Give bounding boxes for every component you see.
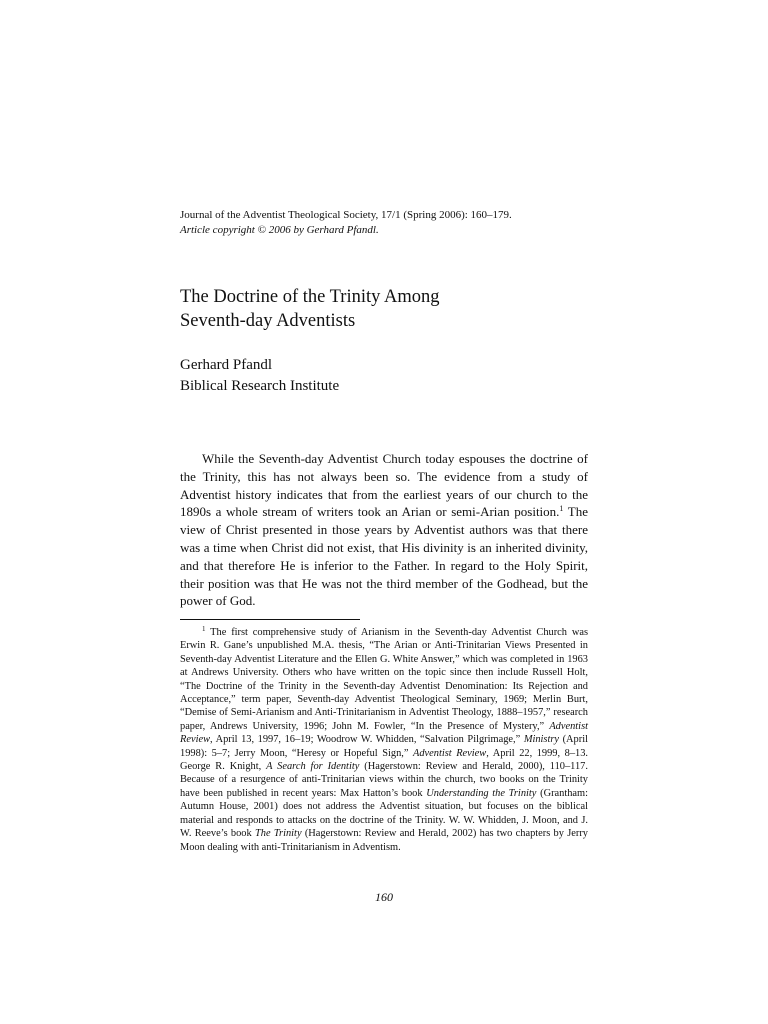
article-copyright: Article copyright © 2006 by Gerhard Pfandl. [180, 223, 379, 236]
footnote-reference[interactable]: 1 [559, 504, 564, 514]
footnote-text: (Hagerstown: Review and Herald, 2000), 110–117. Because of a resurgence of anti-Trinitarian views within the church, two books on the Trinity have been published in recent years: Max Hatton’s book [180, 761, 588, 799]
body-paragraph [180, 450, 588, 610]
footnote-divider [180, 619, 360, 620]
footnote-italic-title: Adventist Review [413, 747, 487, 759]
footnote-text: , April 13, 1997, 16–19; Woodrow W. Whidden, “Salvation Pilgrimage,” [210, 734, 524, 746]
body-text-part-1: While the Seventh-day Adventist Church today espouses the doctrine of the Trinity, this has not always been so. The evidence from a study of Adventist history indicates that from the earliest years of our church to the 1890s a whole stream of writers took an Arian or semi-Arian position. [180, 451, 588, 520]
footnote-italic-title: Understanding the Trinity [426, 787, 537, 799]
footnote-italic-title: Ministry [523, 734, 560, 746]
footnote-text: The first comprehensive study of Arianism in the Seventh-day Adventist Church was Erwin R. Gane’s unpublished M.A. thesis, “The Arian or Anti-Trinitarian Views Presented in Seventh-day Adventist Literature and the Ellen G. White Answer,” which was completed in 1963 at Andrews University. Others who have written on the topic since then include Russell Holt, “The Doctrine of the Trinity in the Seventh-day Adventist Denomination: Its Rejection and Acceptance,” term paper, Seventh-day Adventist Theological Seminary, 1969; Merlin Burt, “Demise of Semi-Arianism and Anti-Trinitarianism in Adventist Theology, 1888–1957,” research paper, Andrews University, 1996; John M. Fowler, “In the Presence of Mystery,” [180, 627, 588, 732]
footnote-italic-title: The Trinity [254, 828, 302, 840]
footnote-italic-title: A Search for Identity [266, 761, 360, 773]
footnote-italic-title: Adventist Review [180, 720, 588, 746]
footnote-text: (Grantham: Autumn House, 2001) does not address the Adventist situation, but focuses on the biblical material and responds to attacks on the doctrine of the Trinity. W. W. Whidden, J. Moon, and J. W. Reeve’s book [180, 787, 588, 840]
journal-header [180, 208, 600, 237]
footnote [180, 626, 588, 854]
article-title-line-2: Seventh-day Adventists [180, 311, 356, 331]
journal-citation: Journal of the Adventist Theological Society, 17/1 (Spring 2006): 160–179. [180, 209, 512, 221]
footnote-marker: 1 [202, 625, 206, 633]
author-name: Gerhard Pfandl [180, 357, 273, 373]
body-text-part-2: The view of Christ presented in those years by Adventist authors was that there was a time when Christ did not exist, that His divinity is an inherited divinity, and that therefore He is inferior to the Father. In regard to the Holy Spirit, their position was that He was not the third member of the Godhead, but the power of God. [180, 504, 588, 609]
footnote-text: (Hagerstown: Review and Herald, 2002) has two chapters by Jerry Moon dealing with anti-Trinitarianism in Adventism. [180, 828, 588, 853]
author-block [180, 355, 600, 397]
footnote-text: , April 22, 1999, 8–13. George R. Knight, [180, 747, 589, 773]
footnote-text: (April 1998): 5–7; Jerry Moon, “Heresy or Hopeful Sign,” [180, 734, 588, 759]
author-affiliation: Biblical Research Institute [180, 378, 340, 394]
article-title [180, 285, 600, 333]
page-number: 160 [375, 890, 393, 904]
article-title-line-1: The Doctrine of the Trinity Among [180, 287, 440, 307]
